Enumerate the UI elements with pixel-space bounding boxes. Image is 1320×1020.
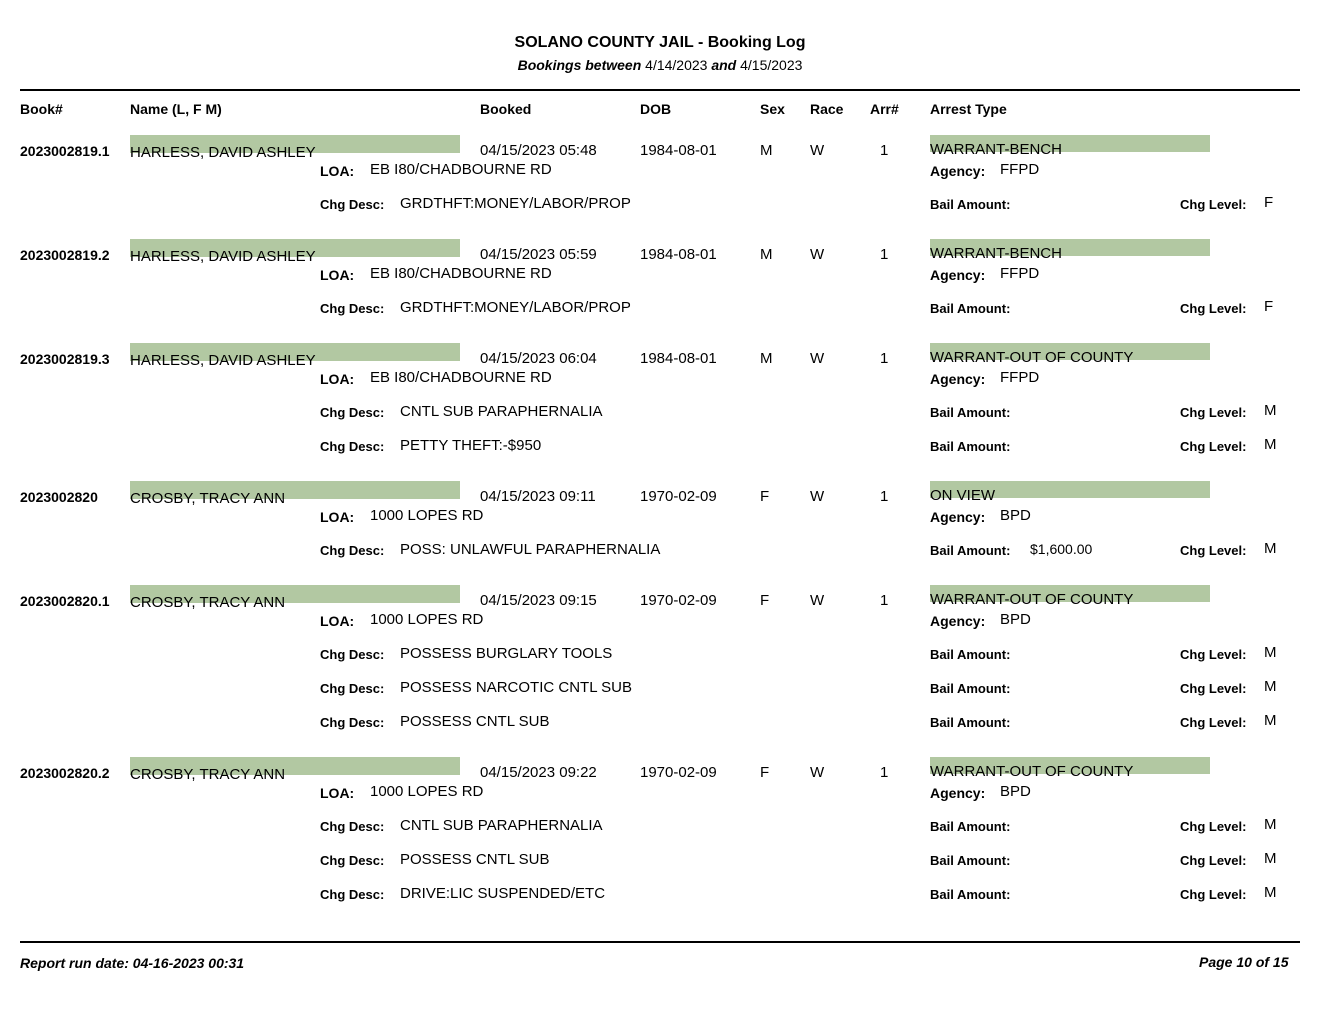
col-header-name: Name (L, F M) [130,101,222,117]
arrest-type: WARRANT-OUT OF COUNTY [930,591,1134,608]
charge-level-value: M [1264,540,1277,557]
loa-value: EB I80/CHADBOURNE RD [370,265,552,282]
charge-level-value: M [1264,712,1277,729]
charge-level-label: Chg Level: [1180,887,1247,902]
inmate-name: HARLESS, DAVID ASHLEY [130,352,316,369]
charge-desc-label: Chg Desc: [320,647,385,662]
date-of-birth: 1984-08-01 [640,350,717,367]
charge-desc: POSSESS CNTL SUB [400,851,550,868]
sex: F [760,592,770,609]
charge-desc-label: Chg Desc: [320,439,385,454]
inmate-name: HARLESS, DAVID ASHLEY [130,248,316,265]
agency-label: Agency: [930,613,986,629]
charge-desc: GRDTHFT:MONEY/LABOR/PROP [400,299,631,316]
arrest-number: 1 [880,488,889,505]
agency-label: Agency: [930,267,986,283]
arrest-type: WARRANT-BENCH [930,141,1062,158]
charge-desc-label: Chg Desc: [320,197,385,212]
date-from: 4/14/2023 [645,57,708,73]
book-number: 2023002819.2 [20,247,110,263]
bail-amount-label: Bail Amount: [930,405,1011,420]
subtitle-prefix: Bookings between [517,57,642,73]
race: W [810,488,825,505]
charge-desc-label: Chg Desc: [320,301,385,316]
arrest-type: WARRANT-OUT OF COUNTY [930,349,1134,366]
charge-level-label: Chg Level: [1180,405,1247,420]
arrest-type: WARRANT-BENCH [930,245,1062,262]
arrest-type: ON VIEW [930,487,996,504]
race: W [810,142,825,159]
col-header-sex: Sex [760,101,785,117]
agency-value: FFPD [1000,161,1040,178]
col-header-race: Race [810,101,844,117]
arrest-number: 1 [880,142,889,159]
col-header-book: Book# [20,101,63,117]
book-number: 2023002820.1 [20,593,110,609]
agency-value: BPD [1000,783,1031,800]
loa-label: LOA: [320,509,355,525]
race: W [810,592,825,609]
agency-value: FFPD [1000,265,1040,282]
loa-label: LOA: [320,163,355,179]
sex: F [760,488,770,505]
sex: M [760,246,773,263]
loa-label: LOA: [320,371,355,387]
sex: M [760,350,773,367]
charge-level-label: Chg Level: [1180,715,1247,730]
charge-desc: CNTL SUB PARAPHERNALIA [400,817,603,834]
bail-amount-label: Bail Amount: [930,887,1011,902]
loa-value: 1000 LOPES RD [370,611,484,628]
agency-value: BPD [1000,507,1031,524]
subtitle-and: and [711,57,737,73]
inmate-name: CROSBY, TRACY ANN [130,594,286,611]
charge-level-label: Chg Level: [1180,819,1247,834]
loa-value: EB I80/CHADBOURNE RD [370,369,552,386]
book-number: 2023002820.2 [20,765,110,781]
race: W [810,764,825,781]
charge-level-value: F [1264,194,1274,211]
agency-label: Agency: [930,785,986,801]
charge-desc: DRIVE:LIC SUSPENDED/ETC [400,885,606,902]
booked-datetime: 04/15/2023 09:15 [480,592,597,609]
charge-level-label: Chg Level: [1180,647,1247,662]
loa-value: 1000 LOPES RD [370,507,484,524]
inmate-name: CROSBY, TRACY ANN [130,490,286,507]
arrest-number: 1 [880,246,889,263]
booked-datetime: 04/15/2023 09:11 [480,488,596,505]
charge-level-label: Chg Level: [1180,681,1247,696]
arrest-number: 1 [880,764,889,781]
sex: F [760,764,770,781]
race: W [810,246,825,263]
race: W [810,350,825,367]
bail-amount-label: Bail Amount: [930,715,1011,730]
charge-desc-label: Chg Desc: [320,853,385,868]
charge-desc-label: Chg Desc: [320,715,385,730]
inmate-name: CROSBY, TRACY ANN [130,766,286,783]
charge-level-value: M [1264,402,1277,419]
charge-desc: CNTL SUB PARAPHERNALIA [400,403,603,420]
charge-level-value: M [1264,678,1277,695]
agency-label: Agency: [930,509,986,525]
charge-level-value: M [1264,816,1277,833]
date-of-birth: 1970-02-09 [640,764,717,781]
charge-level-label: Chg Level: [1180,301,1247,316]
charge-level-value: M [1264,436,1277,453]
charge-desc-label: Chg Desc: [320,681,385,696]
inmate-name: HARLESS, DAVID ASHLEY [130,144,316,161]
charge-desc: POSS: UNLAWFUL PARAPHERNALIA [400,541,661,558]
arrest-number: 1 [880,350,889,367]
charge-level-label: Chg Level: [1180,853,1247,868]
loa-label: LOA: [320,613,355,629]
book-number: 2023002820 [20,489,98,505]
charge-level-label: Chg Level: [1180,439,1247,454]
arrest-type: WARRANT-OUT OF COUNTY [930,763,1134,780]
bail-amount-label: Bail Amount: [930,197,1011,212]
bail-amount-label: Bail Amount: [930,439,1011,454]
date-of-birth: 1970-02-09 [640,488,717,505]
header-rule [20,89,1300,91]
charge-level-value: F [1264,298,1274,315]
book-number: 2023002819.1 [20,143,110,159]
charge-desc: GRDTHFT:MONEY/LABOR/PROP [400,195,631,212]
sex: M [760,142,773,159]
bail-amount-label: Bail Amount: [930,819,1011,834]
footer-rule [20,941,1300,943]
charge-desc: POSSESS BURGLARY TOOLS [400,645,613,662]
col-header-dob: DOB [640,101,672,117]
booked-datetime: 04/15/2023 09:22 [480,764,597,781]
charge-level-value: M [1264,644,1277,661]
booked-datetime: 04/15/2023 05:59 [480,246,597,263]
bail-amount-label: Bail Amount: [930,543,1011,558]
booked-datetime: 04/15/2023 06:04 [480,350,597,367]
charge-desc-label: Chg Desc: [320,887,385,902]
charge-level-label: Chg Level: [1180,197,1247,212]
booked-datetime: 04/15/2023 05:48 [480,142,597,159]
arrest-number: 1 [880,592,889,609]
report-run-date: Report run date: 04-16-2023 00:31 [20,955,245,971]
date-of-birth: 1970-02-09 [640,592,717,609]
charge-desc-label: Chg Desc: [320,819,385,834]
agency-value: FFPD [1000,369,1040,386]
loa-label: LOA: [320,267,355,283]
agency-value: BPD [1000,611,1031,628]
report-title: SOLANO COUNTY JAIL - Booking Log [514,34,806,51]
col-header-arrest-type: Arrest Type [930,101,1007,117]
charge-desc: POSSESS NARCOTIC CNTL SUB [400,679,632,696]
charge-level-value: M [1264,884,1277,901]
loa-value: 1000 LOPES RD [370,783,484,800]
agency-label: Agency: [930,371,986,387]
date-to: 4/15/2023 [740,57,803,73]
col-header-booked: Booked [480,101,532,117]
report-subtitle [0,57,1320,73]
book-number: 2023002819.3 [20,351,110,367]
bail-amount-label: Bail Amount: [930,647,1011,662]
col-header-arr: Arr# [870,101,899,117]
charge-level-label: Chg Level: [1180,543,1247,558]
date-of-birth: 1984-08-01 [640,142,717,159]
charge-desc-label: Chg Desc: [320,543,385,558]
bail-amount-label: Bail Amount: [930,853,1011,868]
page-number: Page 10 of 15 [1199,954,1289,970]
charge-desc-label: Chg Desc: [320,405,385,420]
charge-level-value: M [1264,850,1277,867]
charge-desc: PETTY THEFT:-$950 [400,437,542,454]
bail-amount-label: Bail Amount: [930,301,1011,316]
bail-amount-label: Bail Amount: [930,681,1011,696]
loa-label: LOA: [320,785,355,801]
loa-value: EB I80/CHADBOURNE RD [370,161,552,178]
bail-amount-value: $1,600.00 [1030,541,1093,557]
agency-label: Agency: [930,163,986,179]
charge-desc: POSSESS CNTL SUB [400,713,550,730]
date-of-birth: 1984-08-01 [640,246,717,263]
